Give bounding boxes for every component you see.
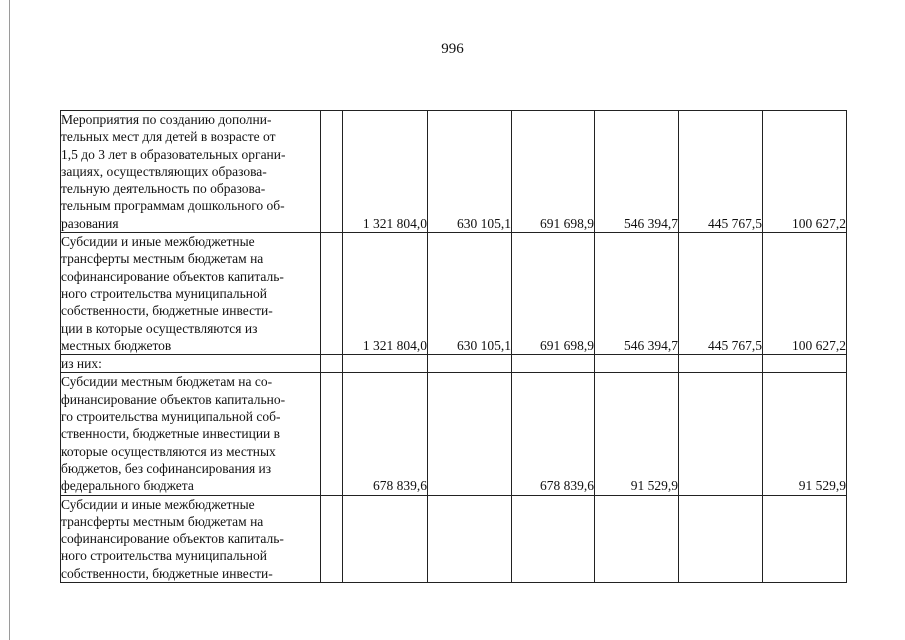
- value-cell: [428, 373, 512, 495]
- spacer-cell: [321, 111, 343, 233]
- value-cell: 100 627,2: [763, 111, 847, 233]
- spacer-cell: [321, 495, 343, 582]
- value-cell: 445 767,5: [679, 111, 763, 233]
- scan-edge-line: [9, 0, 10, 640]
- row-label: [61, 495, 321, 582]
- row-label: [61, 355, 321, 373]
- spacer-cell: [321, 355, 343, 373]
- value-cell: 1 321 804,0: [343, 233, 428, 355]
- value-cell: [343, 355, 428, 373]
- value-cell: 546 394,7: [595, 111, 679, 233]
- value-cell: 678 839,6: [343, 373, 428, 495]
- value-cell: 546 394,7: [595, 233, 679, 355]
- table-row: [61, 355, 847, 373]
- value-cell: 691 698,9: [512, 111, 595, 233]
- value-cell: 445 767,5: [679, 233, 763, 355]
- value-cell: [595, 495, 679, 582]
- value-cell: 91 529,9: [595, 373, 679, 495]
- value-cell: 91 529,9: [763, 373, 847, 495]
- value-cell: 678 839,6: [512, 373, 595, 495]
- table-row: [61, 373, 847, 495]
- value-cell: [679, 355, 763, 373]
- value-cell: 691 698,9: [512, 233, 595, 355]
- value-cell: [343, 495, 428, 582]
- row-label: [61, 111, 321, 233]
- value-cell: [763, 355, 847, 373]
- budget-table: [60, 110, 847, 583]
- table-row: [61, 495, 847, 582]
- value-cell: [679, 495, 763, 582]
- value-cell: [428, 495, 512, 582]
- value-cell: 100 627,2: [763, 233, 847, 355]
- value-cell: [679, 373, 763, 495]
- row-label-text: Субсидии и иные межбюджетные трансферты местным бюджетам на софинансирование объектов капиталь- ного строительства муниципальной собственности, бюджетные инвести- ции в которые осуществляются из местных бюджетов: [61, 234, 284, 353]
- spacer-cell: [321, 373, 343, 495]
- row-label-text: Субсидии местным бюджетам на со- финансирование объектов капитально- го строительства муниципальной соб- ственности, бюджетные инвестиции в которые осуществляются из местных бюджетов, без софинансирования из федерального бюджета: [61, 374, 286, 494]
- page-number: 996: [441, 41, 464, 57]
- value-cell: [763, 495, 847, 582]
- value-cell: 630 105,1: [428, 233, 512, 355]
- table-row: [61, 233, 847, 355]
- value-cell: [512, 495, 595, 582]
- row-label: [61, 373, 321, 495]
- value-cell: [595, 355, 679, 373]
- value-cell: [428, 355, 512, 373]
- row-label: [61, 233, 321, 355]
- row-label-text: из них:: [61, 356, 102, 372]
- table-row: [61, 111, 847, 233]
- spacer-cell: [321, 233, 343, 355]
- value-cell: 1 321 804,0: [343, 111, 428, 233]
- row-label-text: Субсидии и иные межбюджетные трансферты местным бюджетам на софинансирование объектов капиталь- ного строительства муниципальной собственности, бюджетные инвести-: [61, 496, 284, 581]
- value-cell: 630 105,1: [428, 111, 512, 233]
- row-label-text: Мероприятия по созданию дополни- тельных мест для детей в возрасте от 1,5 до 3 лет в образовательных органи- зациях, осуществляющих образова- тельную деятельность по образова- тельным программам дошкольного об- разования: [61, 112, 286, 231]
- value-cell: [512, 355, 595, 373]
